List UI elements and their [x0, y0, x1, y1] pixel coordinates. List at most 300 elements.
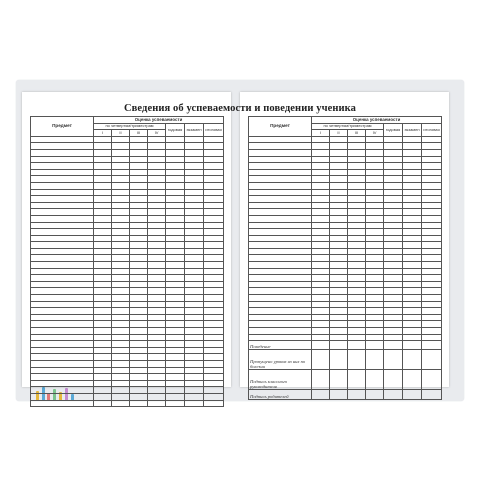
grade-cell[interactable]	[185, 248, 204, 255]
grade-cell[interactable]	[148, 387, 166, 394]
grade-cell[interactable]	[384, 328, 403, 335]
subject-cell[interactable]	[249, 156, 312, 163]
grade-cell[interactable]	[112, 347, 130, 354]
grade-cell[interactable]	[366, 176, 384, 183]
grade-cell[interactable]	[148, 295, 166, 302]
grade-cell[interactable]	[330, 182, 348, 189]
grade-cell[interactable]	[94, 341, 112, 348]
grade-cell[interactable]	[403, 242, 422, 249]
subject-cell[interactable]	[249, 288, 312, 295]
grade-cell[interactable]	[312, 229, 330, 236]
grade-cell[interactable]	[312, 235, 330, 242]
grade-cell[interactable]	[148, 354, 166, 361]
grade-cell[interactable]	[384, 189, 403, 196]
subject-cell[interactable]	[249, 202, 312, 209]
grade-cell[interactable]	[403, 295, 422, 302]
subject-cell[interactable]	[249, 295, 312, 302]
grade-cell[interactable]	[204, 248, 224, 255]
grade-cell[interactable]	[112, 314, 130, 321]
grade-cell[interactable]	[148, 229, 166, 236]
grade-cell[interactable]	[130, 400, 148, 407]
grade-cell[interactable]	[422, 156, 442, 163]
grade-cell[interactable]	[204, 163, 224, 170]
grade-cell[interactable]	[94, 262, 112, 269]
grade-cell[interactable]	[166, 360, 185, 367]
grade-cell[interactable]	[348, 248, 366, 255]
grade-cell[interactable]	[422, 308, 442, 315]
grade-cell[interactable]	[348, 149, 366, 156]
grade-cell[interactable]	[330, 202, 348, 209]
grade-cell[interactable]	[312, 321, 330, 328]
subject-cell[interactable]	[31, 387, 94, 394]
grade-cell[interactable]	[403, 202, 422, 209]
grade-cell[interactable]	[348, 328, 366, 335]
grade-cell[interactable]	[204, 314, 224, 321]
subject-cell[interactable]	[249, 163, 312, 170]
grade-cell[interactable]	[330, 169, 348, 176]
grade-cell[interactable]	[185, 143, 204, 150]
grade-cell[interactable]	[384, 176, 403, 183]
subject-cell[interactable]	[249, 149, 312, 156]
grade-cell[interactable]	[130, 242, 148, 249]
grade-cell[interactable]	[130, 374, 148, 381]
grade-cell[interactable]	[166, 156, 185, 163]
grade-cell[interactable]	[366, 229, 384, 236]
grade-cell[interactable]	[130, 314, 148, 321]
grade-cell[interactable]	[366, 163, 384, 170]
grade-cell[interactable]	[422, 301, 442, 308]
grade-cell[interactable]	[130, 328, 148, 335]
grade-cell[interactable]	[148, 149, 166, 156]
grade-cell[interactable]	[312, 196, 330, 203]
grade-cell[interactable]	[166, 136, 185, 143]
grade-cell[interactable]	[422, 202, 442, 209]
grade-cell[interactable]	[204, 189, 224, 196]
grade-cell[interactable]	[204, 268, 224, 275]
grade-cell[interactable]	[403, 288, 422, 295]
grade-cell[interactable]	[112, 169, 130, 176]
subject-cell[interactable]	[249, 314, 312, 321]
subject-cell[interactable]	[31, 163, 94, 170]
subject-cell[interactable]	[31, 248, 94, 255]
grade-cell[interactable]	[130, 281, 148, 288]
subject-cell[interactable]	[249, 182, 312, 189]
grade-cell[interactable]	[312, 202, 330, 209]
grade-cell[interactable]	[312, 301, 330, 308]
grade-cell[interactable]	[94, 374, 112, 381]
grade-cell[interactable]	[130, 255, 148, 262]
grade-cell[interactable]	[94, 202, 112, 209]
grade-cell[interactable]	[204, 182, 224, 189]
grade-cell[interactable]	[384, 334, 403, 341]
grade-cell[interactable]	[204, 149, 224, 156]
grade-cell[interactable]	[148, 314, 166, 321]
grade-cell[interactable]	[330, 163, 348, 170]
grade-cell[interactable]	[94, 229, 112, 236]
grade-cell[interactable]	[112, 163, 130, 170]
grade-cell[interactable]	[403, 308, 422, 315]
grade-cell[interactable]	[166, 380, 185, 387]
grade-cell[interactable]	[148, 347, 166, 354]
grade-cell[interactable]	[185, 189, 204, 196]
grade-cell[interactable]	[312, 308, 330, 315]
grade-cell[interactable]	[94, 156, 112, 163]
grade-cell[interactable]	[204, 242, 224, 249]
grade-cell[interactable]	[166, 202, 185, 209]
grade-cell[interactable]	[348, 321, 366, 328]
grade-cell[interactable]	[94, 248, 112, 255]
grade-cell[interactable]	[204, 202, 224, 209]
grade-cell[interactable]	[312, 281, 330, 288]
grade-cell[interactable]	[403, 321, 422, 328]
grade-cell[interactable]	[422, 295, 442, 302]
grade-cell[interactable]	[384, 248, 403, 255]
grade-cell[interactable]	[94, 288, 112, 295]
grade-cell[interactable]	[312, 149, 330, 156]
grade-cell[interactable]	[94, 400, 112, 407]
grade-cell[interactable]	[422, 248, 442, 255]
grade-cell[interactable]	[166, 347, 185, 354]
grade-cell[interactable]	[348, 288, 366, 295]
grade-cell[interactable]	[94, 360, 112, 367]
grade-cell[interactable]	[422, 281, 442, 288]
grade-cell[interactable]	[403, 136, 422, 143]
subject-cell[interactable]	[31, 288, 94, 295]
grade-cell[interactable]	[204, 229, 224, 236]
grade-cell[interactable]	[148, 301, 166, 308]
grade-cell[interactable]	[185, 235, 204, 242]
grade-cell[interactable]	[166, 215, 185, 222]
grade-cell[interactable]	[403, 189, 422, 196]
grade-cell[interactable]	[166, 149, 185, 156]
grade-cell[interactable]	[348, 295, 366, 302]
subject-cell[interactable]	[31, 275, 94, 282]
grade-cell[interactable]	[166, 295, 185, 302]
grade-cell[interactable]	[112, 288, 130, 295]
grade-cell[interactable]	[185, 169, 204, 176]
grade-cell[interactable]	[348, 301, 366, 308]
grade-cell[interactable]	[94, 215, 112, 222]
grade-cell[interactable]	[422, 242, 442, 249]
grade-cell[interactable]	[166, 262, 185, 269]
subject-cell[interactable]	[31, 262, 94, 269]
grade-cell[interactable]	[312, 268, 330, 275]
subject-cell[interactable]	[249, 222, 312, 229]
grade-cell[interactable]	[148, 341, 166, 348]
grade-cell[interactable]	[330, 143, 348, 150]
grade-cell[interactable]	[204, 374, 224, 381]
grade-cell[interactable]	[166, 182, 185, 189]
grade-cell[interactable]	[166, 393, 185, 400]
grade-cell[interactable]	[312, 189, 330, 196]
grade-cell[interactable]	[422, 334, 442, 341]
grade-cell[interactable]	[348, 308, 366, 315]
grade-cell[interactable]	[348, 275, 366, 282]
grade-cell[interactable]	[130, 215, 148, 222]
grade-cell[interactable]	[330, 156, 348, 163]
grade-cell[interactable]	[384, 215, 403, 222]
grade-cell[interactable]	[166, 367, 185, 374]
subject-cell[interactable]	[31, 367, 94, 374]
grade-cell[interactable]	[130, 341, 148, 348]
grade-cell[interactable]	[148, 360, 166, 367]
grade-cell[interactable]	[148, 136, 166, 143]
grade-cell[interactable]	[204, 196, 224, 203]
subject-cell[interactable]	[249, 136, 312, 143]
grade-cell[interactable]	[130, 156, 148, 163]
subject-cell[interactable]	[31, 308, 94, 315]
grade-cell[interactable]	[348, 169, 366, 176]
grade-cell[interactable]	[366, 156, 384, 163]
grade-cell[interactable]	[148, 209, 166, 216]
grade-cell[interactable]	[422, 314, 442, 321]
grade-cell[interactable]	[130, 189, 148, 196]
grade-cell[interactable]	[94, 176, 112, 183]
grade-cell[interactable]	[148, 215, 166, 222]
grade-cell[interactable]	[204, 354, 224, 361]
grade-cell[interactable]	[330, 242, 348, 249]
grade-cell[interactable]	[384, 321, 403, 328]
grade-cell[interactable]	[422, 321, 442, 328]
grade-cell[interactable]	[312, 288, 330, 295]
grade-cell[interactable]	[348, 235, 366, 242]
grade-cell[interactable]	[330, 255, 348, 262]
grade-cell[interactable]	[312, 334, 330, 341]
grade-cell[interactable]	[403, 334, 422, 341]
grade-cell[interactable]	[366, 275, 384, 282]
grade-cell[interactable]	[312, 209, 330, 216]
subject-cell[interactable]	[31, 222, 94, 229]
grade-cell[interactable]	[130, 229, 148, 236]
grade-cell[interactable]	[403, 196, 422, 203]
grade-cell[interactable]	[384, 255, 403, 262]
grade-cell[interactable]	[130, 176, 148, 183]
grade-cell[interactable]	[130, 275, 148, 282]
grade-cell[interactable]	[366, 268, 384, 275]
grade-cell[interactable]	[330, 235, 348, 242]
grade-cell[interactable]	[366, 189, 384, 196]
grade-cell[interactable]	[112, 387, 130, 394]
grade-cell[interactable]	[204, 341, 224, 348]
grade-cell[interactable]	[204, 295, 224, 302]
grade-cell[interactable]	[94, 196, 112, 203]
subject-cell[interactable]	[31, 334, 94, 341]
grade-cell[interactable]	[384, 143, 403, 150]
subject-cell[interactable]	[31, 268, 94, 275]
grade-cell[interactable]	[112, 196, 130, 203]
grade-cell[interactable]	[348, 163, 366, 170]
grade-cell[interactable]	[312, 222, 330, 229]
grade-cell[interactable]	[166, 229, 185, 236]
grade-cell[interactable]	[112, 328, 130, 335]
subject-cell[interactable]	[31, 242, 94, 249]
grade-cell[interactable]	[312, 163, 330, 170]
grade-cell[interactable]	[330, 209, 348, 216]
grade-cell[interactable]	[403, 163, 422, 170]
grade-cell[interactable]	[366, 308, 384, 315]
grade-cell[interactable]	[94, 321, 112, 328]
grade-cell[interactable]	[112, 275, 130, 282]
grade-cell[interactable]	[204, 275, 224, 282]
subject-cell[interactable]	[31, 360, 94, 367]
grade-cell[interactable]	[130, 321, 148, 328]
grade-cell[interactable]	[330, 314, 348, 321]
grade-cell[interactable]	[130, 235, 148, 242]
grade-cell[interactable]	[384, 229, 403, 236]
grade-cell[interactable]	[403, 255, 422, 262]
grade-cell[interactable]	[148, 202, 166, 209]
grade-cell[interactable]	[185, 314, 204, 321]
subject-cell[interactable]	[31, 156, 94, 163]
grade-cell[interactable]	[130, 334, 148, 341]
grade-cell[interactable]	[204, 328, 224, 335]
grade-cell[interactable]	[348, 255, 366, 262]
grade-cell[interactable]	[94, 242, 112, 249]
grade-cell[interactable]	[94, 189, 112, 196]
grade-cell[interactable]	[330, 248, 348, 255]
grade-cell[interactable]	[185, 202, 204, 209]
grade-cell[interactable]	[403, 235, 422, 242]
grade-cell[interactable]	[166, 281, 185, 288]
grade-cell[interactable]	[403, 248, 422, 255]
subject-cell[interactable]	[31, 354, 94, 361]
grade-cell[interactable]	[366, 235, 384, 242]
grade-cell[interactable]	[166, 400, 185, 407]
grade-cell[interactable]	[166, 143, 185, 150]
subject-cell[interactable]	[249, 308, 312, 315]
grade-cell[interactable]	[422, 196, 442, 203]
grade-cell[interactable]	[166, 321, 185, 328]
grade-cell[interactable]	[366, 295, 384, 302]
grade-cell[interactable]	[112, 400, 130, 407]
grade-cell[interactable]	[166, 209, 185, 216]
grade-cell[interactable]	[94, 169, 112, 176]
grade-cell[interactable]	[366, 321, 384, 328]
grade-cell[interactable]	[148, 182, 166, 189]
grade-cell[interactable]	[366, 169, 384, 176]
grade-cell[interactable]	[348, 143, 366, 150]
grade-cell[interactable]	[148, 189, 166, 196]
grade-cell[interactable]	[148, 176, 166, 183]
grade-cell[interactable]	[384, 209, 403, 216]
grade-cell[interactable]	[403, 149, 422, 156]
grade-cell[interactable]	[130, 308, 148, 315]
grade-cell[interactable]	[403, 176, 422, 183]
grade-cell[interactable]	[204, 235, 224, 242]
grade-cell[interactable]	[204, 288, 224, 295]
grade-cell[interactable]	[312, 295, 330, 302]
grade-cell[interactable]	[204, 262, 224, 269]
grade-cell[interactable]	[330, 262, 348, 269]
grade-cell[interactable]	[403, 182, 422, 189]
grade-cell[interactable]	[185, 374, 204, 381]
grade-cell[interactable]	[166, 176, 185, 183]
grade-cell[interactable]	[422, 163, 442, 170]
grade-cell[interactable]	[403, 301, 422, 308]
grade-cell[interactable]	[422, 268, 442, 275]
grade-cell[interactable]	[312, 255, 330, 262]
grade-cell[interactable]	[166, 288, 185, 295]
grade-cell[interactable]	[112, 229, 130, 236]
grade-cell[interactable]	[130, 367, 148, 374]
subject-cell[interactable]	[249, 321, 312, 328]
grade-cell[interactable]	[348, 176, 366, 183]
grade-cell[interactable]	[130, 202, 148, 209]
grade-cell[interactable]	[94, 393, 112, 400]
subject-cell[interactable]	[31, 143, 94, 150]
grade-cell[interactable]	[204, 308, 224, 315]
subject-cell[interactable]	[249, 255, 312, 262]
grade-cell[interactable]	[204, 393, 224, 400]
grade-cell[interactable]	[312, 262, 330, 269]
subject-cell[interactable]	[31, 314, 94, 321]
grade-cell[interactable]	[204, 255, 224, 262]
grade-cell[interactable]	[384, 163, 403, 170]
subject-cell[interactable]	[31, 393, 94, 400]
grade-cell[interactable]	[130, 354, 148, 361]
grade-cell[interactable]	[112, 354, 130, 361]
grade-cell[interactable]	[204, 347, 224, 354]
subject-cell[interactable]	[31, 255, 94, 262]
grade-cell[interactable]	[312, 242, 330, 249]
grade-cell[interactable]	[348, 334, 366, 341]
grade-cell[interactable]	[185, 354, 204, 361]
grade-cell[interactable]	[422, 328, 442, 335]
grade-cell[interactable]	[94, 182, 112, 189]
grade-cell[interactable]	[112, 143, 130, 150]
grade-cell[interactable]	[384, 262, 403, 269]
grade-cell[interactable]	[366, 136, 384, 143]
grade-cell[interactable]	[185, 367, 204, 374]
subject-cell[interactable]	[31, 196, 94, 203]
grade-cell[interactable]	[403, 314, 422, 321]
grade-cell[interactable]	[366, 242, 384, 249]
grade-cell[interactable]	[112, 301, 130, 308]
grade-cell[interactable]	[185, 163, 204, 170]
grade-cell[interactable]	[366, 255, 384, 262]
grade-cell[interactable]	[130, 149, 148, 156]
grade-cell[interactable]	[94, 275, 112, 282]
grade-cell[interactable]	[348, 268, 366, 275]
grade-cell[interactable]	[166, 242, 185, 249]
grade-cell[interactable]	[204, 301, 224, 308]
grade-cell[interactable]	[185, 341, 204, 348]
grade-cell[interactable]	[148, 275, 166, 282]
grade-cell[interactable]	[366, 314, 384, 321]
grade-cell[interactable]	[422, 169, 442, 176]
grade-cell[interactable]	[348, 262, 366, 269]
grade-cell[interactable]	[384, 295, 403, 302]
grade-cell[interactable]	[348, 222, 366, 229]
grade-cell[interactable]	[422, 209, 442, 216]
grade-cell[interactable]	[130, 143, 148, 150]
subject-cell[interactable]	[249, 275, 312, 282]
subject-cell[interactable]	[249, 248, 312, 255]
grade-cell[interactable]	[366, 248, 384, 255]
grade-cell[interactable]	[166, 341, 185, 348]
grade-cell[interactable]	[112, 360, 130, 367]
grade-cell[interactable]	[148, 281, 166, 288]
grade-cell[interactable]	[166, 314, 185, 321]
grade-cell[interactable]	[330, 295, 348, 302]
grade-cell[interactable]	[312, 176, 330, 183]
grade-cell[interactable]	[330, 229, 348, 236]
grade-cell[interactable]	[185, 393, 204, 400]
grade-cell[interactable]	[384, 242, 403, 249]
subject-cell[interactable]	[31, 202, 94, 209]
grade-cell[interactable]	[330, 275, 348, 282]
subject-cell[interactable]	[31, 136, 94, 143]
